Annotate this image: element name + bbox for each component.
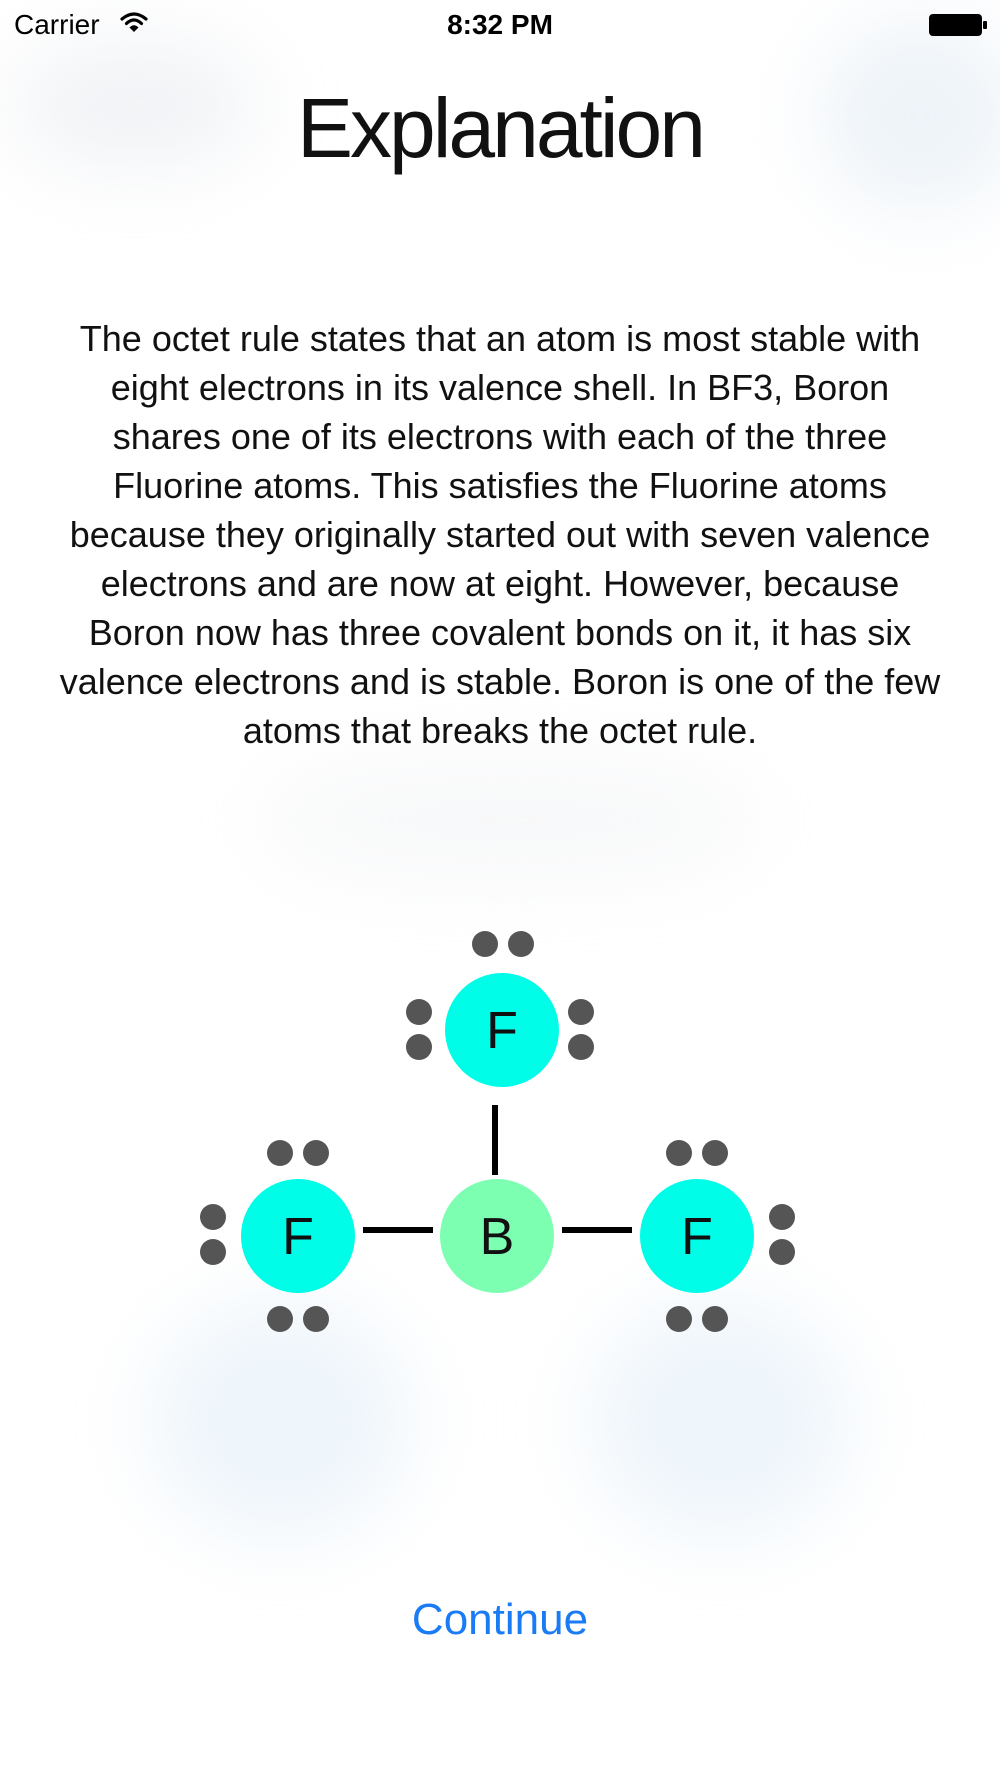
status-bar	[0, 0, 1000, 46]
atom-symbol: B	[479, 1208, 515, 1266]
explanation-text: The octet rule states that an atom is most stable with eight electrons in its valence shell. In BF3, Boron shares one of its electrons with each of the three Fluorine atoms. This satisfies the Fluorine atoms because they originally started out with seven valence electrons and are now at eight. However, because Boron now has three covalent bonds on it, it has six valence electrons and is stable. Boron is one of the few atoms that breaks the octet rule.	[59, 318, 941, 751]
status-time: 8:32 PM	[447, 9, 553, 40]
background-blur	[260, 760, 760, 880]
atom-symbol: F	[282, 1208, 314, 1266]
atom-boron	[440, 1179, 554, 1293]
atom-symbol: F	[486, 1002, 518, 1060]
carrier-label: Carrier	[14, 9, 100, 40]
lewis-structure-diagram	[0, 900, 1000, 1360]
atom-fluorine-right	[640, 1179, 754, 1293]
atom-fluorine-top	[445, 973, 559, 1087]
atom-fluorine-left	[241, 1179, 355, 1293]
atom-symbol: F	[681, 1208, 713, 1266]
battery-icon	[928, 12, 988, 38]
page-title: Explanation	[297, 81, 703, 175]
continue-button[interactable]: Continue	[411, 1595, 589, 1644]
